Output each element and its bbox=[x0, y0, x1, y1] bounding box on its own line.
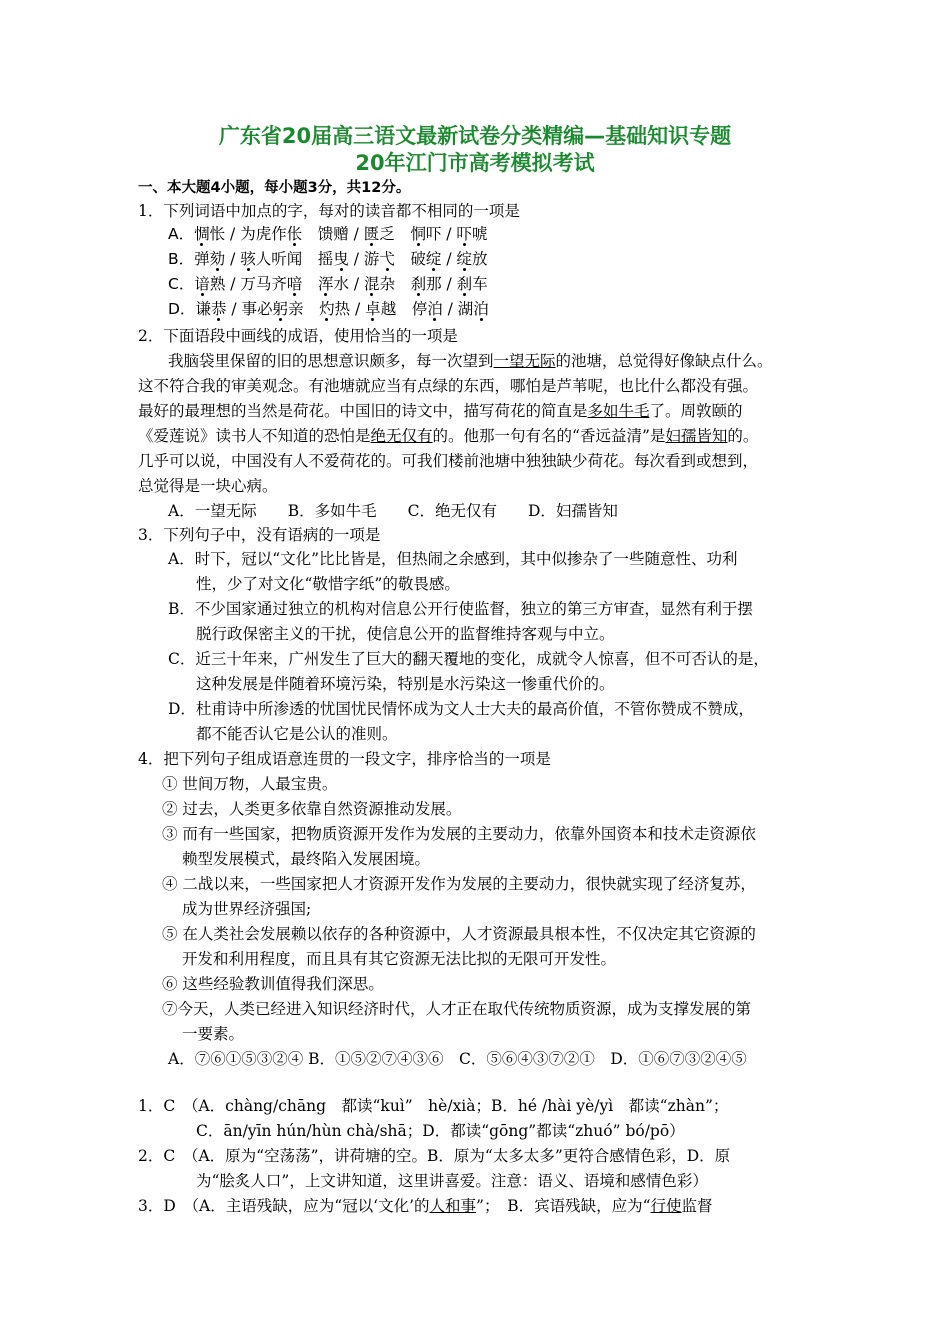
underlined-idiom-4: 妇孺皆知 bbox=[665, 427, 728, 445]
question-3-option-c-line1: C．近三十年来，广州发生了巨大的翻天覆地的变化，成就令人惊喜，但不可否认的是， bbox=[168, 650, 769, 668]
question-1-option-d: D．谦恭 / 事必躬亲 灼热 / 卓越 停泊 / 湖泊 bbox=[168, 300, 489, 318]
question-2-options: A．一望无际 B．多如牛毛 C．绝无仅有 D．妇孺皆知 bbox=[168, 502, 618, 520]
question-1-stem: 1．下列词语中加点的字，每对的读音都不相同的一项是 bbox=[138, 202, 520, 220]
answer-1-line2: C．ān/yīn hún/hùn chà/shā；D．都读“gōng”都读“zhuó” bó/pō） bbox=[196, 1122, 685, 1140]
passage-line-3: 最好的最理想的当然是荷花。中国旧的诗文中，描写荷花的简直是多如牛毛了。周敦颐的 bbox=[138, 402, 743, 420]
question-3-option-a-line1: A．时下，冠以“文化”比比皆是，但热闹之余感到，其中似掺杂了一些随意性、功利 bbox=[168, 550, 738, 568]
sentence-5-line1: ⑤ 在人类社会发展赖以依存的各种资源中，人才资源最具根本性，不仅决定其它资源的 bbox=[162, 925, 756, 943]
underlined-idiom-2: 多如牛毛 bbox=[587, 402, 650, 420]
page-subtitle: 20年江门市高考模拟考试 bbox=[355, 151, 595, 175]
answer-2-line2: 为“脍炙人口”，上文讲知道，这里讲喜爱。注意：语义、语境和感情色彩） bbox=[196, 1172, 708, 1190]
sentence-7-line1: ⑦今天，人类已经进入知识经济时代，人才正在取代传统物质资源，成为支撑发展的第 bbox=[162, 1000, 752, 1018]
question-3-stem: 3．下列句子中，没有语病的一项是 bbox=[138, 526, 381, 544]
underlined-idiom-1: 一望无际 bbox=[493, 352, 556, 370]
question-3-option-b-line1: B．不少国家通过独立的机构对信息公开行使监督，独立的第三方审查，显然有利于摆 bbox=[168, 600, 753, 618]
question-1-option-a: A．惆怅 / 为虎作伥 馈赠 / 匮乏 恫吓 / 吓唬 bbox=[168, 225, 488, 243]
passage-line-6: 总觉得是一块心病。 bbox=[138, 477, 278, 495]
sentence-2: ② 过去，人类更多依靠自然资源推动发展。 bbox=[162, 800, 462, 818]
sentence-4-line2: 成为世界经济强国; bbox=[182, 900, 312, 918]
answer-3-underline-2: 行使 bbox=[650, 1197, 682, 1215]
answer-2-line1: 2．C （A．原为“空荡荡”，讲荷塘的空。B．原为“太多太多”更符合感情色彩，D．原 bbox=[138, 1147, 731, 1165]
passage-line-1: 我脑袋里保留的旧的思想意识颇多，每一次望到一望无际的池塘，总觉得好像缺点什么。 bbox=[168, 352, 773, 370]
answer-3-line1: 3．D （A．主语残缺，应为“冠以‘文化’的人和事”； B．宾语残缺，应为“行使监督 bbox=[138, 1197, 713, 1215]
page-title: 广东省20届高三语文最新试卷分类精编—基础知识专题 bbox=[218, 124, 732, 148]
sentence-3-line1: ③ 而有一些国家，把物质资源开发作为发展的主要动力，依靠外国资本和技术走资源依 bbox=[162, 825, 756, 843]
sentence-6: ⑥ 这些经验教训值得我们深思。 bbox=[162, 975, 384, 993]
question-4-options: A．⑦⑥①⑤③②④ B．①⑤②⑦④③⑥ C．⑤⑥④③⑦②① D．①⑥⑦③②④⑤ bbox=[168, 1050, 747, 1068]
passage-line-4: 《爱莲说》读书人不知道的恐怕是绝无仅有的。他那一句有名的“香远益清”是妇孺皆知的。 bbox=[138, 427, 759, 445]
question-3-option-a-line2: 性，少了对文化“敬惜字纸”的敬畏感。 bbox=[196, 575, 460, 593]
question-3-option-d-line2: 都不能否认它是公认的准则。 bbox=[196, 725, 398, 743]
answer-3-underline-1: 人和事 bbox=[429, 1197, 477, 1215]
section-heading: 一、本大题4小题，每小题3分，共12分。 bbox=[138, 180, 411, 196]
passage-line-5: 几乎可以说，中国没有人不爱荷花的。可我们楼前池塘中独独缺少荷花。每次看到或想到， bbox=[138, 452, 759, 470]
question-3-option-d-line1: D．杜甫诗中所渗透的忧国忧民情怀成为文人士大夫的最高价值，不管你赞成不赞成， bbox=[168, 700, 754, 718]
question-3-option-b-line2: 脱行政保密主义的干扰，使信息公开的监督维持客观与中立。 bbox=[196, 625, 615, 643]
sentence-5-line2: 开发和利用程度，而且具有其它资源无法比拟的无限可开发性。 bbox=[182, 950, 617, 968]
passage-line-2: 这不符合我的审美观念。有池塘就应当有点绿的东西，哪怕是芦苇呢，也比什么都没有强。 bbox=[138, 377, 759, 395]
sentence-4-line1: ④ 二战以来，一些国家把人才资源开发作为发展的主要动力，很快就实现了经济复苏， bbox=[162, 875, 756, 893]
question-1-option-b: B．弹劾 / 骇人听闻 摇曳 / 游弋 破绽 / 绽放 bbox=[168, 250, 488, 268]
sentence-3-line2: 赖型发展模式，最终陷入发展困境。 bbox=[182, 850, 431, 868]
question-1-option-c: C．谙熟 / 万马齐喑 浑水 / 混杂 刹那 / 刹车 bbox=[168, 275, 488, 293]
underlined-idiom-3: 绝无仅有 bbox=[370, 427, 433, 445]
question-2-stem: 2．下面语段中画线的成语，使用恰当的一项是 bbox=[138, 327, 458, 345]
question-3-option-c-line2: 这种发展是伴随着环境污染，特别是水污染这一惨重代价的。 bbox=[196, 675, 615, 693]
sentence-7-line2: 一要素。 bbox=[182, 1025, 245, 1043]
answer-1-line1: 1．C （A．chàng/chāng 都读“kuì” hè/xià；B．hé /hài yè/yì 都读“zhàn”； bbox=[138, 1097, 729, 1115]
sentence-1: ① 世间万物，人最宝贵。 bbox=[162, 775, 338, 793]
question-4-stem: 4．把下列句子组成语意连贯的一段文字，排序恰当的一项是 bbox=[138, 750, 551, 768]
